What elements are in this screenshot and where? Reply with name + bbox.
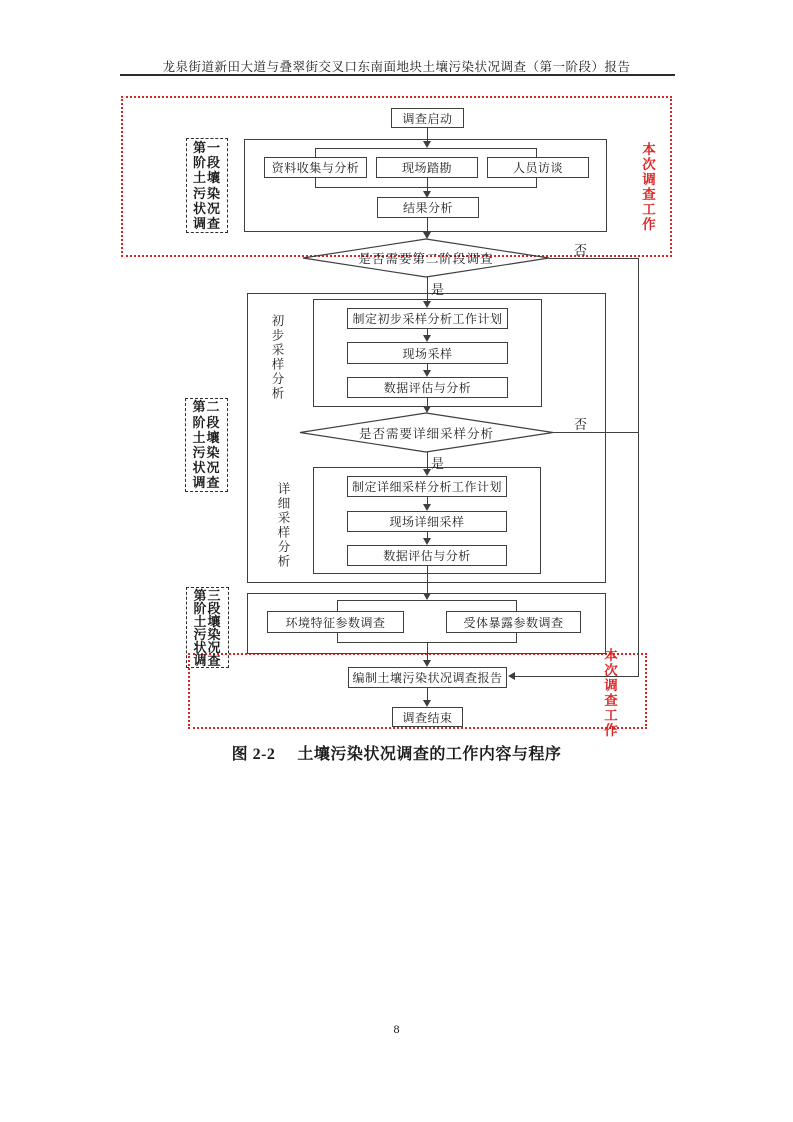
flow-line: [427, 497, 428, 504]
process-box-interviews: 人员访谈: [487, 157, 589, 178]
arrow-down-icon: [423, 660, 431, 667]
arrow-down-icon: [423, 335, 431, 342]
arrow-down-icon: [423, 232, 431, 239]
process-box-data-collection: 资料收集与分析: [264, 157, 367, 178]
process-box-result-analysis: 结果分析: [377, 197, 479, 218]
preliminary-sampling-label: 初步采样分析: [270, 314, 284, 401]
process-box-receptor-params: 受体暴露参数调查: [446, 611, 581, 633]
scope-note-final: 本次调查工作: [602, 648, 617, 738]
stage2-side-label: [185, 398, 228, 492]
flow-line: [427, 398, 428, 406]
arrow-down-icon: [423, 538, 431, 545]
figure-caption-text: 土壤污染状况调查的工作内容与程序: [297, 746, 562, 763]
arrow-down-icon: [423, 301, 431, 308]
label-yes-2: 是: [431, 456, 445, 471]
process-box-detailed-sampling: 现场详细采样: [347, 511, 507, 532]
flow-line: [427, 566, 428, 593]
label-yes-1: 是: [431, 282, 445, 297]
page-header-title: 龙泉街道新田大道与叠翠街交叉口东南面地块土壤污染状况调查（第一阶段）报告: [162, 60, 631, 74]
process-box-preliminary-plan: 制定初步采样分析工作计划: [347, 308, 508, 329]
arrow-down-icon: [423, 469, 431, 476]
arrow-down-icon: [423, 700, 431, 707]
label-no-1: 否: [574, 243, 588, 258]
stage3-side-label-text: 第三阶段土壤污染状况调查: [193, 587, 222, 668]
flow-line: [427, 688, 428, 700]
detailed-sampling-label: 详细采样分析: [276, 482, 290, 569]
decision-stage2-label: 是否需要第二阶段调查: [358, 252, 494, 266]
stage1-side-label-text: 第一阶段土壤污染状况调查: [192, 139, 221, 231]
no-branch-line-1: [549, 258, 639, 259]
arrow-down-icon: [423, 593, 431, 600]
stage2-side-label-text: 第二阶段土壤污染状况调查: [192, 399, 221, 491]
no-bypass-line: [638, 258, 639, 676]
stage3-side-label: [186, 587, 229, 668]
figure-caption-label: 图 2-2: [231, 746, 276, 763]
arrow-down-icon: [423, 141, 431, 148]
figure-caption: [0, 741, 793, 764]
process-box-env-params: 环境特征参数调查: [267, 611, 404, 633]
header-divider: [120, 74, 675, 76]
flow-line: [427, 277, 428, 301]
process-box-field-sampling: 现场采样: [347, 342, 508, 364]
process-box-detailed-plan: 制定详细采样分析工作计划: [347, 476, 507, 497]
end-box: 调查结束: [392, 707, 463, 727]
flow-line: [427, 452, 428, 469]
flow-line: [427, 218, 428, 232]
flow-line: [427, 128, 428, 141]
arrow-left-icon: [508, 672, 515, 680]
page-number: 8: [393, 1022, 400, 1036]
scope-note-stage1: 本次调查工作: [640, 142, 655, 232]
stage1-side-label: [186, 138, 228, 233]
arrow-down-icon: [423, 370, 431, 377]
process-box-data-evaluation-1: 数据评估与分析: [347, 377, 508, 398]
no-branch-line-2: [553, 432, 639, 433]
label-no-2: 否: [574, 417, 588, 432]
process-box-data-evaluation-2: 数据评估与分析: [347, 545, 507, 566]
start-box: 调查启动: [391, 108, 464, 128]
process-box-report: 编制土壤污染状况调查报告: [348, 667, 507, 688]
arrow-down-icon: [423, 406, 431, 413]
arrow-down-icon: [423, 504, 431, 511]
decision-detailed-label: 是否需要详细采样分析: [358, 426, 494, 441]
flow-line: [427, 178, 428, 191]
no-return-line: [514, 676, 639, 677]
process-box-site-survey: 现场踏勘: [376, 157, 478, 178]
flow-line: [427, 643, 428, 660]
